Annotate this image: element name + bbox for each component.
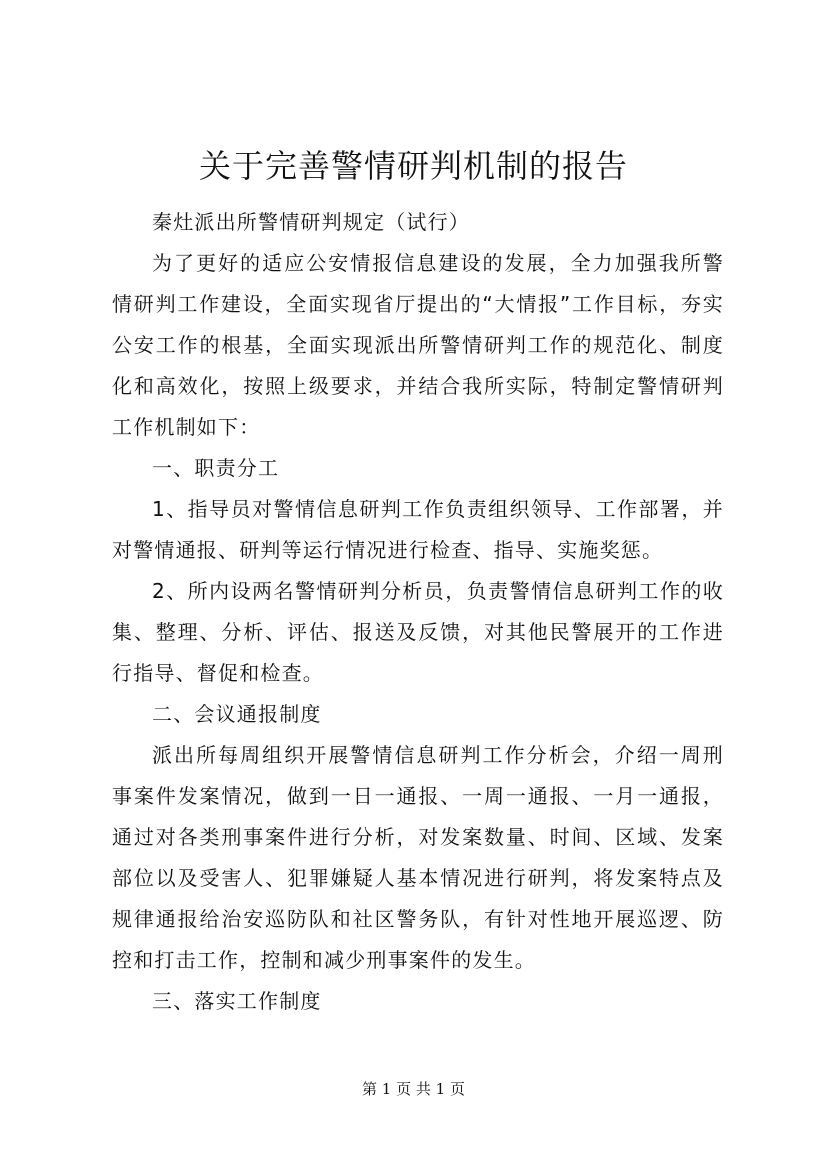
paragraph-meeting: 派出所每周组织开展警情信息研判工作分析会，介绍一周刑事案件发案情况，做到一日一通报、一周一通报、一月一通报，通过对各类刑事案件进行分析，对发案数量、时间、区域、发案部位以及受害人、犯罪嫌疑人基本情况进行研判，将发案特点及规律通报给治安巡防队和社区警务队，有针对性地开展巡逻、防控和打击工作，控制和减少刑事案件的发生。 (112, 743, 724, 972)
document-body (112, 202, 724, 1022)
paragraph-intro: 为了更好的适应公安情报信息建设的发展，全力加强我所警情研判工作建设，全面实现省厅提出的“大情报”工作目标，夯实公安工作的根基，全面实现派出所警情研判工作的规范化、制度化和高效化，按照上级要求，并结合我所实际，特制定警情研判工作机制如下： (112, 251, 724, 439)
page-number-footer: 第 1 页 共 1 页 (362, 1080, 465, 1098)
paragraph-subtitle: 秦灶派出所警情研判规定（试行） (152, 210, 470, 234)
section-heading-1: 一、职责分工 (152, 456, 280, 480)
document-title: 关于完善警情研判机制的报告 (198, 147, 628, 185)
paragraph-item-1: 1、指导员对警情信息研判工作负责组织领导、工作部署，并对警情通报、研判等运行情况进行检查、指导、实施奖惩。 (112, 497, 724, 562)
paragraph-item-2: 2、所内设两名警情研判分析员，负责警情信息研判工作的收集、整理、分析、评估、报送及反馈，对其他民警展开的工作进行指导、督促和检查。 (112, 579, 724, 685)
section-heading-3: 三、落实工作制度 (152, 989, 322, 1013)
section-heading-2: 二、会议通报制度 (152, 702, 322, 726)
